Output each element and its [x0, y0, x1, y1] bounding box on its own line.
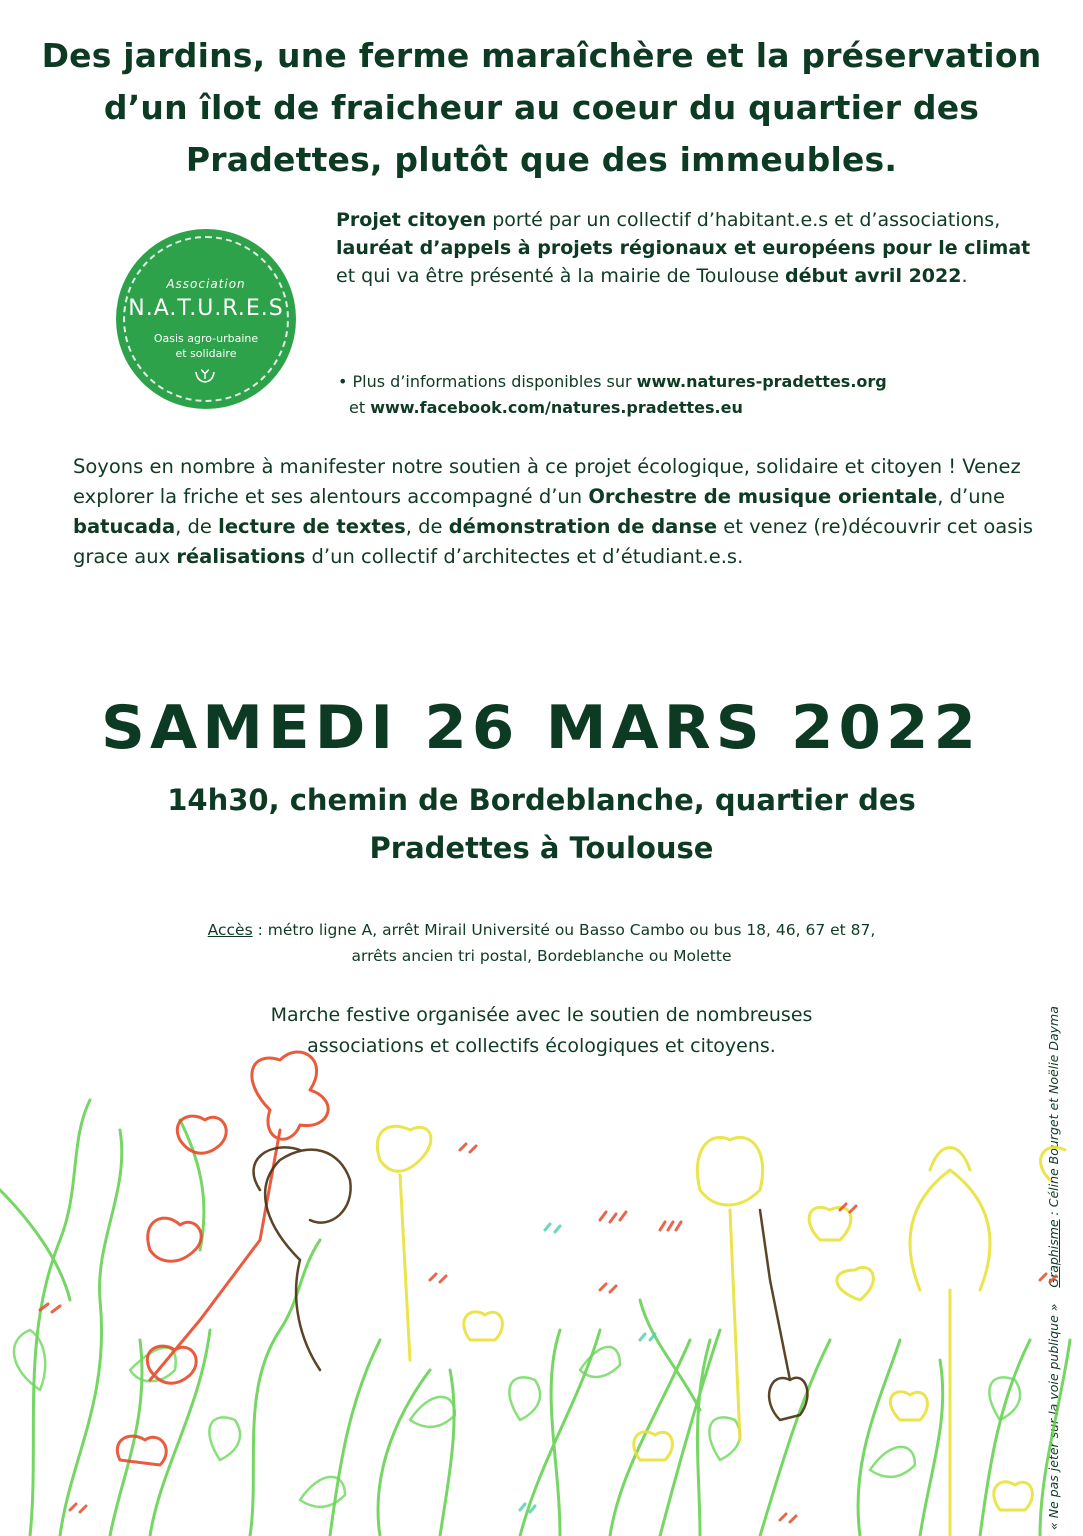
para-bold-3: lecture de textes: [218, 515, 406, 538]
para-text-2: , d’une: [937, 485, 1005, 508]
event-date-text: SAMEDI 26 MARS 2022: [101, 693, 981, 763]
march-line-2: associations et collectifs écologiques et citoyens.: [307, 1035, 776, 1057]
call-to-action-paragraph: [73, 452, 1033, 572]
info-text-2: et: [349, 398, 371, 417]
event-time-location: [40, 776, 1043, 872]
association-logo: [116, 229, 296, 409]
headline-line-1: Des jardins, une ferme maraîchère et la préservation: [41, 36, 1042, 75]
para-bold-4: démonstration de danse: [448, 515, 718, 538]
access-info: [40, 917, 1043, 969]
event-date: [70, 688, 1013, 768]
march-line-1: Marche festive organisée avec le soutien de nombreuses: [270, 1004, 813, 1026]
headline: [40, 30, 1043, 186]
logo-name: N.A.T.U.R.E.S: [128, 296, 284, 321]
para-text-3: , de: [175, 515, 219, 538]
logo-tagline-2: et solidaire: [175, 347, 237, 360]
intro-bold-2: lauréat d’appels à projets régionaux et européens pour le climat: [336, 237, 1031, 259]
access-label: Accès: [207, 921, 253, 939]
para-text-4: , de: [405, 515, 449, 538]
access-line-1: : métro ligne A, arrêt Mirail Université ou Basso Cambo ou bus 18, 46, 67 et 87,: [252, 921, 876, 939]
website-link[interactable]: www.natures-pradettes.org: [636, 372, 887, 391]
intro-bold-3: début avril 2022: [785, 265, 962, 287]
info-bullet: •: [338, 372, 348, 391]
hands-sprout-icon: [194, 366, 216, 384]
para-bold-2: batucada: [73, 515, 176, 538]
para-text-6: d’un collectif d’architectes et d’étudiant.e.s.: [305, 545, 744, 568]
info-text-1: Plus d’informations disponibles sur: [347, 372, 637, 391]
logo-association-label: Association: [166, 277, 246, 291]
crayon-plants-illustration: [0, 1040, 1083, 1536]
para-text-5: et venez (re)découvrir cet oasis grace aux: [73, 515, 1033, 568]
more-info: [338, 369, 1038, 421]
intro-text-1: porté par un collectif d’habitant.e.s et d’associations,: [486, 209, 1001, 231]
intro-text-2: et qui va être présenté à la mairie de Toulouse: [336, 265, 786, 287]
intro-bold-1: Projet citoyen: [336, 209, 487, 231]
event-time-line-1: 14h30, chemin de Bordeblanche, quartier des: [167, 783, 916, 817]
project-intro: [336, 206, 1036, 290]
side-graphisme-credit: : Céline Bourget et Noëlie Dayma: [1046, 1006, 1061, 1220]
facebook-link[interactable]: www.facebook.com/natures.pradettes.eu: [370, 398, 743, 417]
event-time-line-2: Pradettes à Toulouse: [369, 831, 714, 865]
headline-line-2: d’un îlot de fraicheur au coeur du quartier des: [103, 88, 980, 127]
side-notice: « Ne pas jeter sur la voie publique »: [1046, 1303, 1061, 1530]
headline-line-3: Pradettes, plutôt que des immeubles.: [185, 140, 898, 179]
side-graphisme-label: Graphisme: [1046, 1219, 1061, 1288]
intro-text-3: .: [961, 265, 968, 287]
logo-tagline-1: Oasis agro-urbaine: [153, 332, 259, 345]
access-line-2: arrêts ancien tri postal, Bordeblanche ou Molette: [351, 947, 732, 965]
para-bold-5: réalisations: [176, 545, 306, 568]
para-text-1: Soyons en nombre à manifester notre soutien à ce projet écologique, solidaire et citoyen ! Venez explorer la friche et ses alentours accompagné d’un: [73, 455, 1021, 508]
para-bold-1: Orchestre de musique orientale: [588, 485, 938, 508]
